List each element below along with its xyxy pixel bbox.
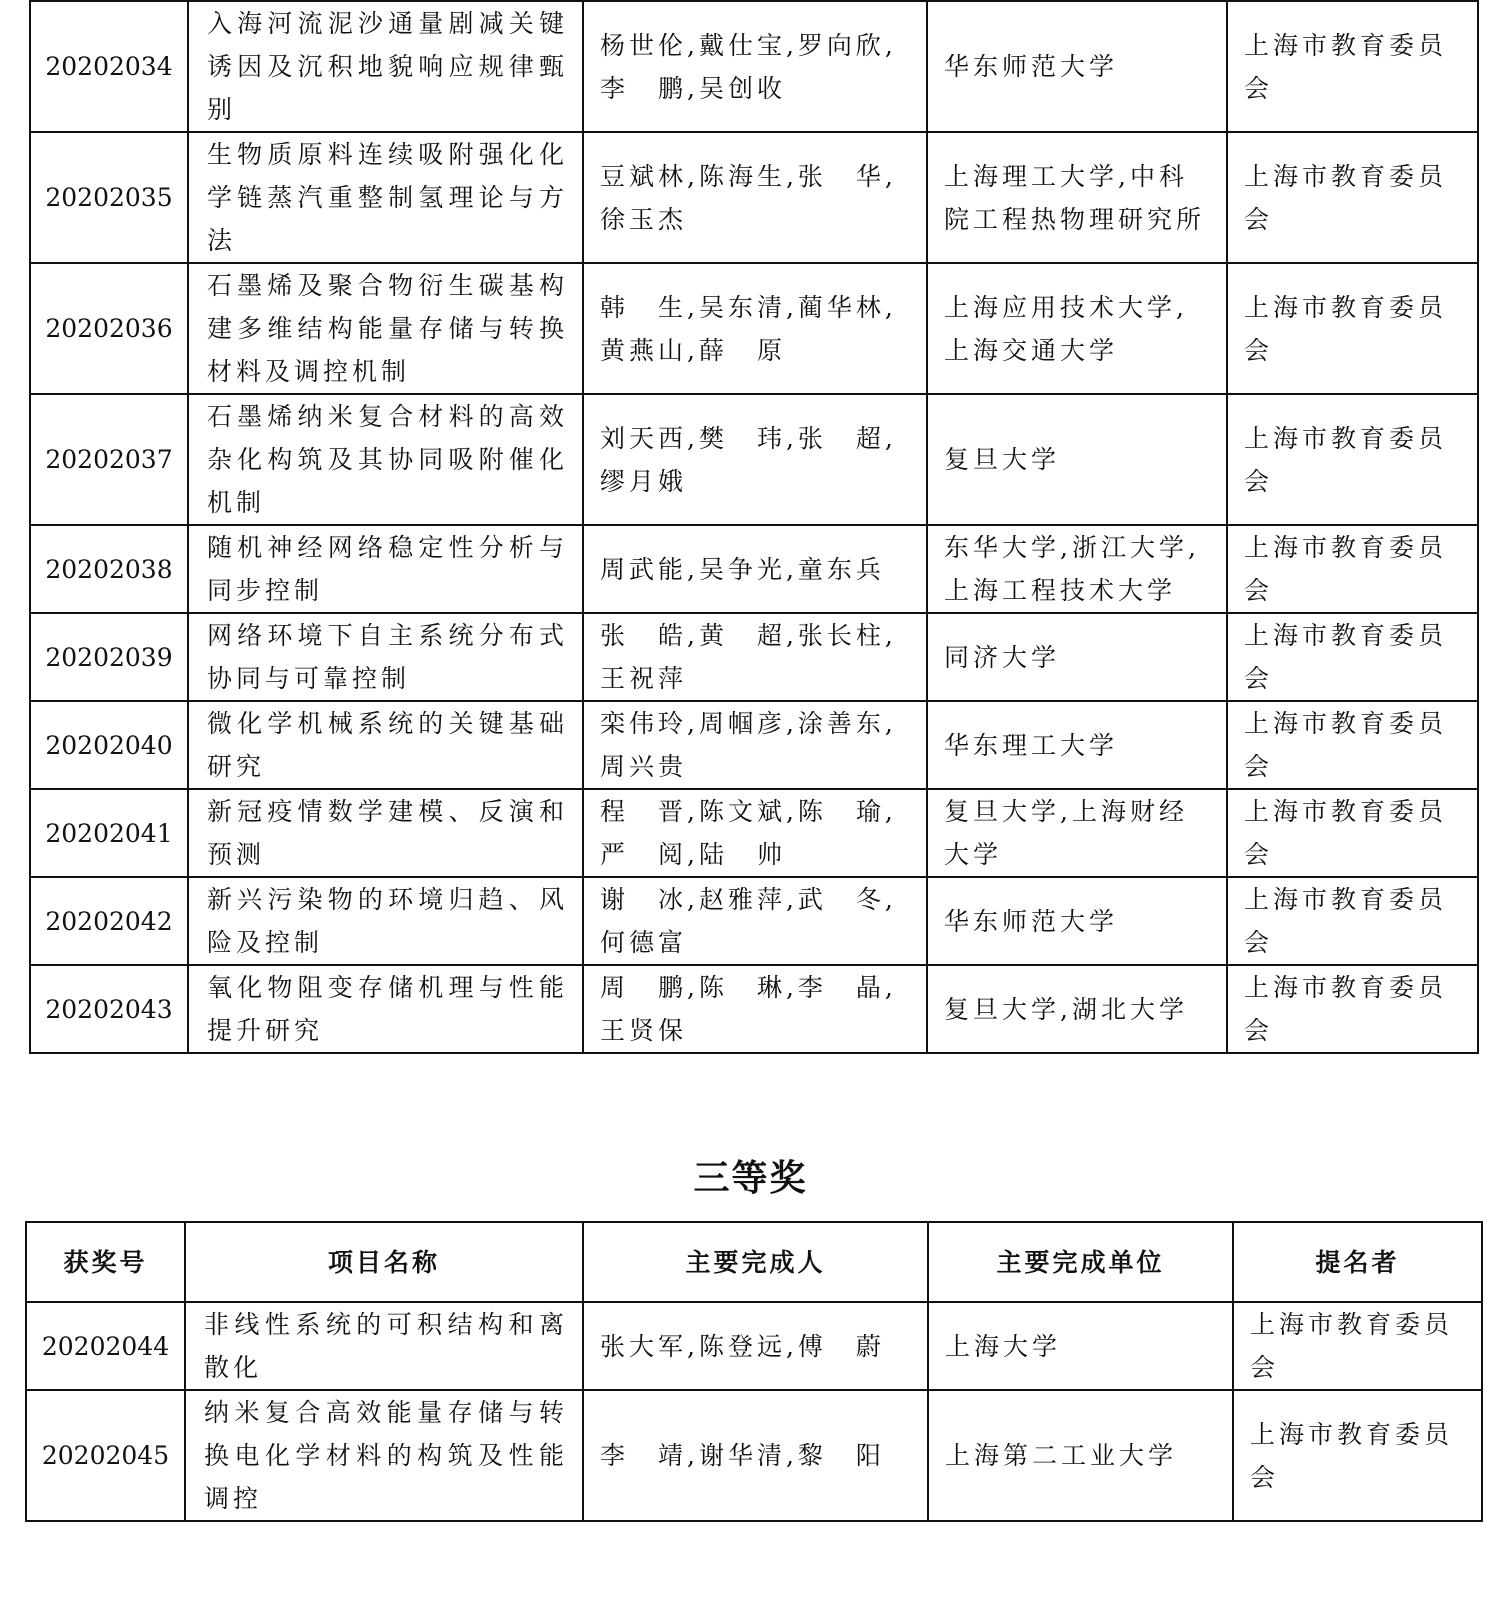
award-id-cell: 20202036 xyxy=(30,263,188,394)
main-unit-cell: 复旦大学,上海财经大学 xyxy=(927,789,1227,877)
main-contributors-cell: 程 晋,陈文斌,陈 瑜,严 阅,陆 帅 xyxy=(583,789,927,877)
award-id-cell: 20202041 xyxy=(30,789,188,877)
award-id-cell: 20202038 xyxy=(30,525,188,613)
table-row xyxy=(30,613,1478,701)
table-row xyxy=(30,1,1478,132)
main-contributors-cell: 张 皓,黄 超,张长柱,王祝萍 xyxy=(583,613,927,701)
table-row xyxy=(26,1302,1482,1390)
nominator-cell: 上海市教育委员会 xyxy=(1227,394,1478,525)
header-main-contributors: 主要完成人 xyxy=(583,1222,928,1302)
nominator-cell: 上海市教育委员会 xyxy=(1227,701,1478,789)
nominator-cell: 上海市教育委员会 xyxy=(1233,1390,1482,1521)
nominator-cell: 上海市教育委员会 xyxy=(1233,1302,1482,1390)
nominator-cell: 上海市教育委员会 xyxy=(1227,877,1478,965)
award-id-cell: 20202042 xyxy=(30,877,188,965)
main-contributors-cell: 张大军,陈登远,傅 蔚 xyxy=(583,1302,928,1390)
main-unit-cell: 复旦大学 xyxy=(927,394,1227,525)
project-name-cell: 石墨烯及聚合物衍生碳基构建多维结构能量存储与转换材料及调控机制 xyxy=(188,263,583,394)
main-contributors-cell: 豆斌林,陈海生,张 华,徐玉杰 xyxy=(583,132,927,263)
nominator-cell: 上海市教育委员会 xyxy=(1227,525,1478,613)
award-id-cell: 20202044 xyxy=(26,1302,185,1390)
main-unit-cell: 华东师范大学 xyxy=(927,1,1227,132)
project-name-cell: 石墨烯纳米复合材料的高效杂化构筑及其协同吸附催化机制 xyxy=(188,394,583,525)
nominator-cell: 上海市教育委员会 xyxy=(1227,132,1478,263)
project-name-cell: 入海河流泥沙通量剧减关键诱因及沉积地貌响应规律甄别 xyxy=(188,1,583,132)
award-id-cell: 20202039 xyxy=(30,613,188,701)
main-unit-cell: 同济大学 xyxy=(927,613,1227,701)
project-name-cell: 微化学机械系统的关键基础研究 xyxy=(188,701,583,789)
main-unit-cell: 上海应用技术大学,上海交通大学 xyxy=(927,263,1227,394)
main-contributors-cell: 谢 冰,赵雅萍,武 冬,何德富 xyxy=(583,877,927,965)
table-row xyxy=(30,789,1478,877)
main-unit-cell: 上海大学 xyxy=(928,1302,1233,1390)
main-contributors-cell: 栾伟玲,周帼彦,涂善东,周兴贵 xyxy=(583,701,927,789)
award-id-cell: 20202043 xyxy=(30,965,188,1053)
project-name-cell: 非线性系统的可积结构和离散化 xyxy=(185,1302,583,1390)
project-name-cell: 新冠疫情数学建模、反演和预测 xyxy=(188,789,583,877)
award-id-cell: 20202040 xyxy=(30,701,188,789)
nominator-cell: 上海市教育委员会 xyxy=(1227,789,1478,877)
award-id-cell: 20202045 xyxy=(26,1390,185,1521)
project-name-cell: 纳米复合高效能量存储与转换电化学材料的构筑及性能调控 xyxy=(185,1390,583,1521)
nominator-cell: 上海市教育委员会 xyxy=(1227,263,1478,394)
main-unit-cell: 上海第二工业大学 xyxy=(928,1390,1233,1521)
table-row xyxy=(30,525,1478,613)
award-id-cell: 20202034 xyxy=(30,1,188,132)
award-id-cell: 20202037 xyxy=(30,394,188,525)
table-row xyxy=(30,263,1478,394)
main-unit-cell: 上海理工大学,中科院工程热物理研究所 xyxy=(927,132,1227,263)
third-prize-heading: 三等奖 xyxy=(693,1158,808,1199)
table-row xyxy=(30,877,1478,965)
header-project-name: 项目名称 xyxy=(185,1222,583,1302)
project-name-cell: 网络环境下自主系统分布式协同与可靠控制 xyxy=(188,613,583,701)
main-unit-cell: 复旦大学,湖北大学 xyxy=(927,965,1227,1053)
award-id-cell: 20202035 xyxy=(30,132,188,263)
nominator-cell: 上海市教育委员会 xyxy=(1227,1,1478,132)
main-unit-cell: 华东理工大学 xyxy=(927,701,1227,789)
project-name-cell: 氧化物阻变存储机理与性能提升研究 xyxy=(188,965,583,1053)
table-row xyxy=(30,965,1478,1053)
main-unit-cell: 东华大学,浙江大学,上海工程技术大学 xyxy=(927,525,1227,613)
main-contributors-cell: 李 靖,谢华清,黎 阳 xyxy=(583,1390,928,1521)
main-contributors-cell: 周武能,吴争光,童东兵 xyxy=(583,525,927,613)
main-contributors-cell: 杨世伦,戴仕宝,罗向欣,李 鹏,吴创收 xyxy=(583,1,927,132)
project-name-cell: 生物质原料连续吸附强化化学链蒸汽重整制氢理论与方法 xyxy=(188,132,583,263)
header-nominator: 提名者 xyxy=(1233,1222,1482,1302)
project-name-cell: 随机神经网络稳定性分析与同步控制 xyxy=(188,525,583,613)
table-header-row xyxy=(26,1222,1482,1302)
third-prize-table xyxy=(25,1221,1483,1522)
table-row xyxy=(30,701,1478,789)
nominator-cell: 上海市教育委员会 xyxy=(1227,613,1478,701)
second-prize-table xyxy=(29,0,1479,1054)
main-contributors-cell: 周 鹏,陈 琳,李 晶,王贤保 xyxy=(583,965,927,1053)
table-row xyxy=(26,1390,1482,1521)
table-row xyxy=(30,132,1478,263)
main-unit-cell: 华东师范大学 xyxy=(927,877,1227,965)
project-name-cell: 新兴污染物的环境归趋、风险及控制 xyxy=(188,877,583,965)
header-award-id: 获奖号 xyxy=(26,1222,185,1302)
table-row xyxy=(30,394,1478,525)
nominator-cell: 上海市教育委员会 xyxy=(1227,965,1478,1053)
main-contributors-cell: 韩 生,吴东清,蔺华林,黄燕山,薛 原 xyxy=(583,263,927,394)
header-main-unit: 主要完成单位 xyxy=(928,1222,1233,1302)
main-contributors-cell: 刘天西,樊 玮,张 超,缪月娥 xyxy=(583,394,927,525)
